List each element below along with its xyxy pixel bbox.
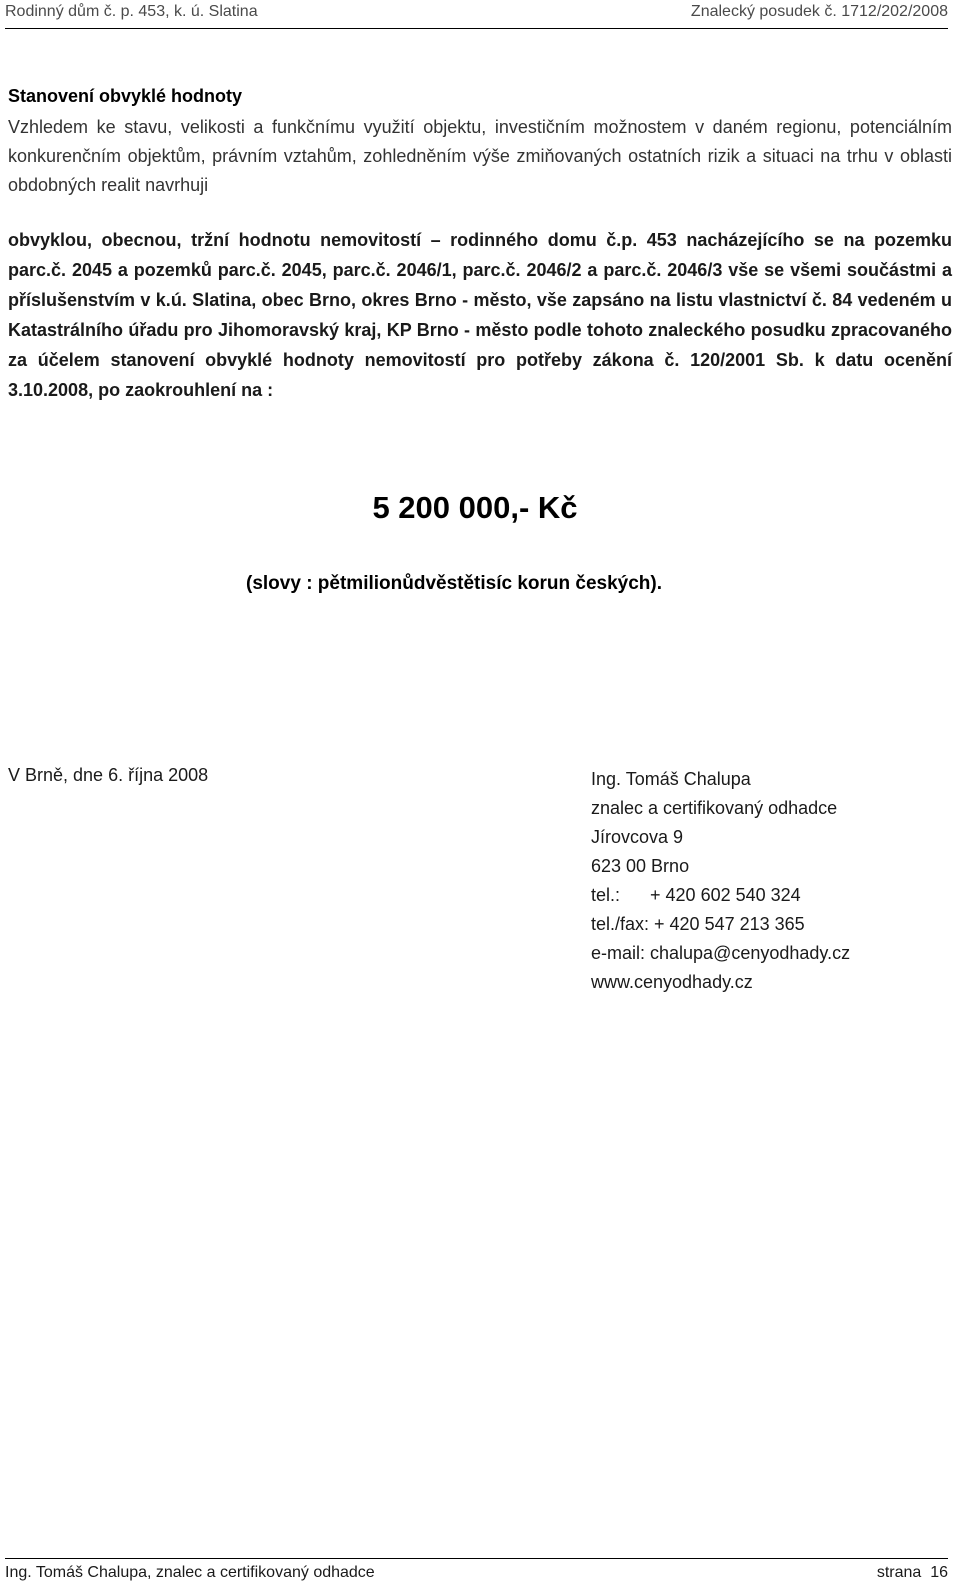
footer-page-number: strana 16 bbox=[876, 1564, 948, 1581]
section-title: Stanovení obvyklé hodnoty bbox=[8, 86, 243, 106]
footer-author: Ing. Tomáš Chalupa, znalec a certifikovaný odhadce bbox=[5, 1564, 375, 1581]
signature-block bbox=[591, 765, 850, 997]
signature-street: Jírovcova 9 bbox=[591, 827, 684, 847]
signature-website: www.cenyodhady.cz bbox=[591, 972, 753, 992]
signature-phone: tel.: + 420 602 540 324 bbox=[591, 885, 801, 905]
signature-name: Ing. Tomáš Chalupa bbox=[591, 769, 751, 789]
intro-paragraph: Vzhledem ke stavu, velikosti a funkčnímu využití objektu, investičním možnostem v daném regionu, potenciálním konkurenčním objektům, právním vztahům, zohledněním výše zmiňovaných ostatních rizik a situaci na trhu v oblasti obdobných realit navrhuji bbox=[8, 117, 952, 195]
page-footer bbox=[5, 1558, 948, 1587]
signature-fax: tel./fax: + 420 547 213 365 bbox=[591, 914, 805, 934]
signature-role: znalec a certifikovaný odhadce bbox=[591, 798, 838, 818]
valuation-amount-text: 5 200 000,- Kč bbox=[372, 490, 578, 525]
valuation-amount-in-words: (slovy : pětmilionůdvěstětisíc korun českých). bbox=[246, 573, 663, 594]
page-header bbox=[5, 2, 948, 29]
signature-email: e-mail: chalupa@cenyodhady.cz bbox=[591, 943, 851, 963]
place-and-date: V Brně, dne 6. října 2008 bbox=[8, 765, 209, 785]
valuation-amount bbox=[0, 490, 960, 526]
header-document-subject: Rodinný dům č. p. 453, k. ú. Slatina bbox=[5, 3, 258, 20]
signature-city: 623 00 Brno bbox=[591, 856, 690, 876]
header-report-number: Znalecký posudek č. 1712/202/2008 bbox=[690, 3, 948, 20]
valuation-statement: obvyklou, obecnou, tržní hodnotu nemovitostí – rodinného domu č.p. 453 nacházejícího se na pozemku parc.č. 2045 a pozemků parc.č. 2045, parc.č. 2046/1, parc.č. 2046/2 a parc.č. 2046/3 vše se všemi součástmi a příslušenstvím v k.ú. Slatina, obec Brno, okres Brno - město, vše zapsáno na listu vlastnictví č. 84 vedeném u Katastrálního úřadu pro Jihomoravský kraj, KP Brno - město podle tohoto znaleckého posudku zpracovaného za účelem stanovení obvyklé hodnoty nemovitostí pro potřeby zákona č. 120/2001 Sb. k datu ocenění 3.10.2008, po zaokrouhlení na : bbox=[8, 230, 952, 400]
